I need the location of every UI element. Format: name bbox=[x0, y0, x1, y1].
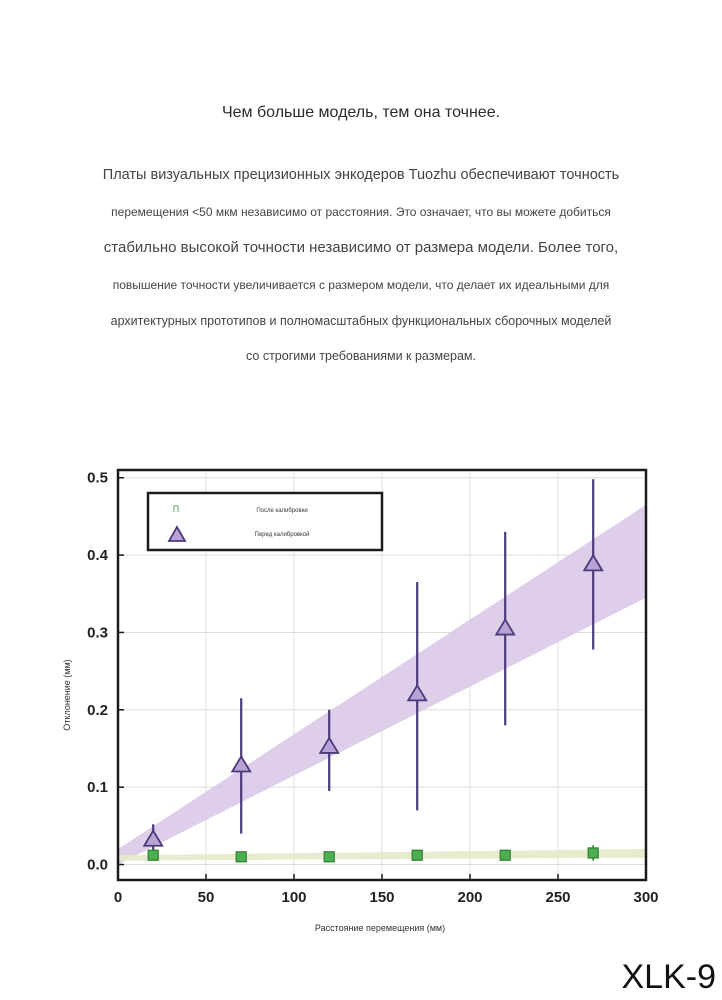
description-line-6: со строгими требованиями к размерам. bbox=[246, 349, 476, 363]
description-line-1: Платы визуальных прецизионных энкодеров Tuozhu обеспечивают точность bbox=[102, 167, 620, 183]
x-tick-label: 200 bbox=[457, 889, 483, 906]
x-tick-label: 50 bbox=[197, 889, 215, 906]
x-tick-label: 0 bbox=[113, 889, 123, 906]
legend-label-after: После калибровки bbox=[256, 508, 308, 514]
y-tick-label: 0.2 bbox=[87, 701, 108, 719]
deviation-chart bbox=[0, 440, 722, 950]
description-line-3: стабильно высокой точности независимо от размера модели. Более того, bbox=[103, 239, 619, 256]
after-point bbox=[324, 852, 334, 862]
legend-label-before: Перед калибровкой bbox=[254, 532, 310, 538]
description-line-2: перемещения <50 мкм независимо от расстояния. Это означает, что вы можете добиться bbox=[111, 205, 611, 219]
after-point bbox=[148, 850, 158, 860]
page-heading: Чем больше модель, тем она точнее. bbox=[221, 104, 501, 121]
y-tick-label: 0.4 bbox=[87, 547, 108, 565]
after-point bbox=[236, 852, 246, 862]
after-point bbox=[412, 850, 422, 860]
legend-marker-after: П bbox=[172, 504, 180, 514]
x-tick-label: 300 bbox=[633, 889, 659, 906]
description-line-5: архитектурных прототипов и полномасштабных функциональных сборочных моделей bbox=[110, 314, 612, 328]
watermark-text: XLK-9 bbox=[621, 958, 716, 996]
before-point bbox=[232, 757, 250, 772]
x-axis-title: Расстояние перемещения (мм) bbox=[314, 923, 446, 933]
y-tick-label: 0.1 bbox=[87, 779, 108, 797]
y-tick-label: 0.5 bbox=[87, 469, 108, 487]
y-axis-title: Отклонение (мм) bbox=[62, 659, 72, 731]
x-tick-label: 150 bbox=[369, 889, 395, 906]
y-tick-label: 0.0 bbox=[87, 856, 108, 874]
after-point bbox=[500, 850, 510, 860]
x-tick-label: 100 bbox=[281, 889, 307, 906]
after-point bbox=[588, 848, 598, 858]
y-tick-label: 0.3 bbox=[87, 624, 108, 642]
description-line-4: повышение точности увеличивается с размером модели, что делает их идеальными для bbox=[112, 278, 610, 292]
legend bbox=[148, 493, 382, 550]
x-tick-label: 250 bbox=[545, 889, 571, 906]
